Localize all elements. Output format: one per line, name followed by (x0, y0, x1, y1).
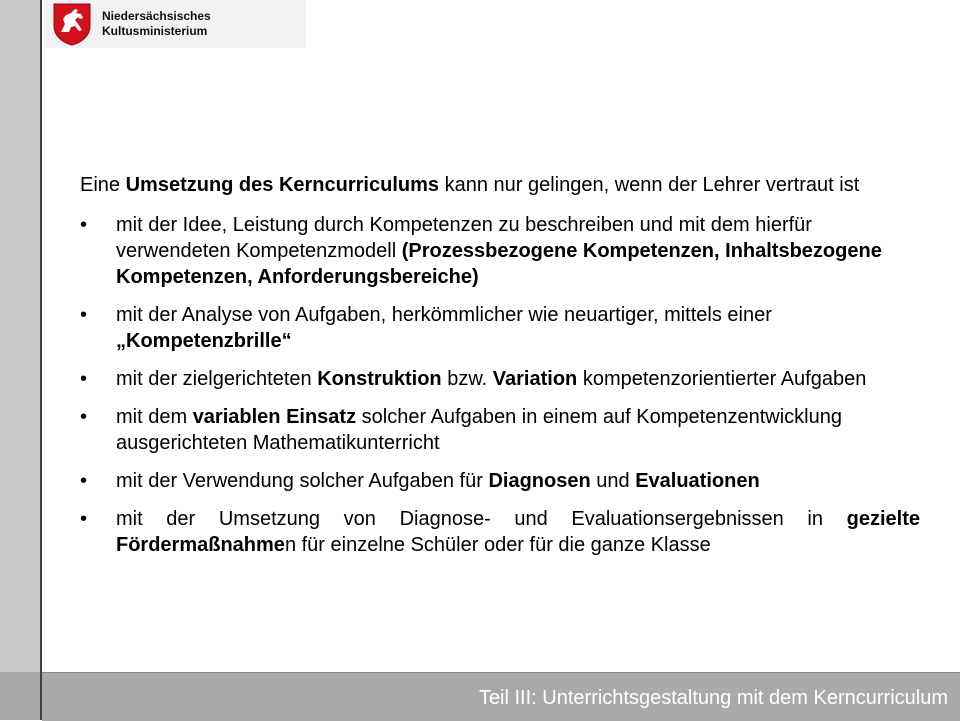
left-sidebar-bar (0, 0, 42, 720)
intro-paragraph: Eine Umsetzung des Kerncurriculums kann nur gelingen, wenn der Lehrer vertraut ist (80, 174, 860, 196)
ministry-logo (44, 0, 306, 48)
lower-saxony-horse-crest-icon (52, 2, 92, 46)
bullet-icon: • (80, 508, 88, 530)
bullet-icon: • (80, 368, 88, 390)
list-item: • mit der Umsetzung von Diagnose- und Evaluationsergebnissen in gezielte Fördermaßnahmen für einzelne Schüler oder für die ganze Klasse (80, 508, 920, 556)
bullet-icon: • (80, 470, 88, 492)
bullet-icon: • (80, 406, 88, 428)
list-item: • mit der Verwendung solcher Aufgaben für Diagnosen und Evaluationen (80, 470, 760, 492)
list-item: • mit der Idee, Leistung durch Kompetenzen zu beschreiben und mit dem hierfür verwendeten Kompetenzmodell (Prozessbezogene Kompetenzen, Inhaltsbezogene Kompetenzen, Anforderungsbereiche) (80, 214, 882, 288)
slide-body (80, 172, 920, 570)
list-item: • mit der Analyse von Aufgaben, herkömmlicher wie neuartiger, mittels einer „Kompetenzbrille“ (80, 304, 772, 352)
list-item: • mit dem variablen Einsatz solcher Aufgaben in einem auf Kompetenzentwicklung ausgerichteten Mathematikunterricht (80, 406, 842, 454)
logo-line-1: Niedersächsisches (102, 9, 211, 23)
list-item: • mit der zielgerichteten Konstruktion bzw. Variation kompetenzorientierter Aufgaben (80, 368, 867, 390)
bullet-icon: • (80, 214, 88, 236)
bullet-icon: • (80, 304, 88, 326)
footer-title: Teil III: Unterrichtsgestaltung mit dem Kerncurriculum (478, 687, 948, 709)
footer-bar (42, 672, 960, 721)
logo-line-2: Kultusministerium (102, 24, 208, 38)
left-sidebar-footer (0, 672, 40, 720)
